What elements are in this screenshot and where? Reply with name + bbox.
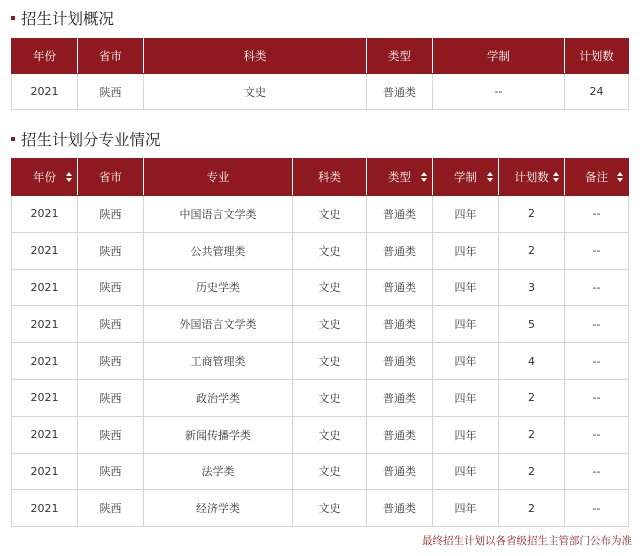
table-cell: 历史学类 xyxy=(144,269,293,306)
detail-column-header[interactable] xyxy=(367,159,433,196)
overview-column-header: 学制 xyxy=(433,39,565,74)
sort-icon[interactable] xyxy=(421,172,427,182)
table-row xyxy=(12,196,629,233)
overview-cell: 文史 xyxy=(144,74,367,110)
table-row xyxy=(12,416,629,453)
title-marker xyxy=(11,16,15,20)
table-cell: 陕西 xyxy=(78,453,144,490)
table-cell: 2021 xyxy=(12,232,78,269)
table-cell: 工商管理类 xyxy=(144,343,293,380)
table-cell: 陕西 xyxy=(78,232,144,269)
table-cell: -- xyxy=(565,269,629,306)
table-cell: -- xyxy=(565,490,629,527)
table-cell: 普通类 xyxy=(367,379,433,416)
column-header-label: 省市 xyxy=(99,170,122,184)
table-cell: 2 xyxy=(499,232,565,269)
detail-column-header xyxy=(293,159,367,196)
table-row xyxy=(12,269,629,306)
table-cell: 文史 xyxy=(293,453,367,490)
table-cell: 文史 xyxy=(293,490,367,527)
table-cell: 2021 xyxy=(12,379,78,416)
overview-column-header: 省市 xyxy=(78,39,144,74)
table-cell: 2021 xyxy=(12,490,78,527)
overview-title-text: 招生计划概况 xyxy=(21,10,115,28)
table-cell: 陕西 xyxy=(78,269,144,306)
table-cell: -- xyxy=(565,416,629,453)
table-row xyxy=(12,490,629,527)
table-cell: 2 xyxy=(499,379,565,416)
table-cell: 四年 xyxy=(433,379,499,416)
table-row xyxy=(12,306,629,343)
table-cell: 2021 xyxy=(12,416,78,453)
table-cell: 5 xyxy=(499,306,565,343)
table-cell: 2 xyxy=(499,453,565,490)
table-cell: 陕西 xyxy=(78,343,144,380)
overview-cell: -- xyxy=(433,74,565,110)
column-header-label: 学制 xyxy=(454,170,477,184)
table-cell: 2021 xyxy=(12,196,78,233)
overview-column-header: 年份 xyxy=(12,39,78,74)
table-cell: 普通类 xyxy=(367,196,433,233)
table-row xyxy=(12,232,629,269)
table-cell: 文史 xyxy=(293,416,367,453)
table-cell: 四年 xyxy=(433,306,499,343)
table-cell: 陕西 xyxy=(78,196,144,233)
table-cell: 2 xyxy=(499,490,565,527)
detail-column-header[interactable] xyxy=(565,159,629,196)
table-cell: 文史 xyxy=(293,196,367,233)
column-header-label: 科类 xyxy=(318,170,341,184)
table-cell: 普通类 xyxy=(367,343,433,380)
table-cell: 四年 xyxy=(433,453,499,490)
table-row xyxy=(12,343,629,380)
table-cell: 四年 xyxy=(433,490,499,527)
table-cell: -- xyxy=(565,196,629,233)
detail-title-text: 招生计划分专业情况 xyxy=(21,131,161,149)
table-cell: 中国语言文学类 xyxy=(144,196,293,233)
overview-section-title xyxy=(11,8,114,28)
overview-cell: 普通类 xyxy=(367,74,433,110)
table-cell: 文史 xyxy=(293,306,367,343)
overview-cell: 陕西 xyxy=(78,74,144,110)
overview-data-row xyxy=(12,74,629,110)
table-cell: -- xyxy=(565,453,629,490)
table-cell: 3 xyxy=(499,269,565,306)
detail-header-row xyxy=(12,159,629,196)
table-cell: 法学类 xyxy=(144,453,293,490)
table-cell: -- xyxy=(565,232,629,269)
overview-header-row xyxy=(12,39,629,74)
table-cell: 文史 xyxy=(293,379,367,416)
table-cell: -- xyxy=(565,379,629,416)
table-row xyxy=(12,379,629,416)
overview-column-header: 类型 xyxy=(367,39,433,74)
detail-column-header[interactable] xyxy=(12,159,78,196)
table-cell: 陕西 xyxy=(78,306,144,343)
table-cell: 2021 xyxy=(12,453,78,490)
overview-cell: 2021 xyxy=(12,74,78,110)
table-cell: 公共管理类 xyxy=(144,232,293,269)
table-cell: 4 xyxy=(499,343,565,380)
table-cell: 文史 xyxy=(293,232,367,269)
detail-column-header xyxy=(78,159,144,196)
column-header-label: 类型 xyxy=(388,170,411,184)
table-cell: 2021 xyxy=(12,269,78,306)
sort-icon[interactable] xyxy=(617,172,623,182)
footer-note: 最终招生计划以各省级招生主管部门公布为准 xyxy=(422,535,632,547)
table-cell: 政治学类 xyxy=(144,379,293,416)
detail-column-header xyxy=(144,159,293,196)
table-cell: 普通类 xyxy=(367,232,433,269)
table-cell: -- xyxy=(565,343,629,380)
overview-column-header: 科类 xyxy=(144,39,367,74)
sort-icon[interactable] xyxy=(487,172,493,182)
table-cell: 四年 xyxy=(433,416,499,453)
detail-column-header[interactable] xyxy=(433,159,499,196)
sort-icon[interactable] xyxy=(66,172,72,182)
table-cell: 四年 xyxy=(433,196,499,233)
table-cell: 文史 xyxy=(293,269,367,306)
table-cell: 2 xyxy=(499,416,565,453)
overview-column-header: 计划数 xyxy=(565,39,629,74)
column-header-label: 计划数 xyxy=(514,170,549,184)
table-cell: 普通类 xyxy=(367,269,433,306)
table-cell: 四年 xyxy=(433,232,499,269)
table-row xyxy=(12,453,629,490)
table-cell: 陕西 xyxy=(78,490,144,527)
column-header-label: 备注 xyxy=(585,170,608,184)
detail-column-header[interactable] xyxy=(499,159,565,196)
column-header-label: 专业 xyxy=(206,170,230,184)
table-cell: 普通类 xyxy=(367,306,433,343)
overview-cell: 24 xyxy=(565,74,629,110)
title-marker xyxy=(11,137,15,141)
detail-section-title xyxy=(11,129,161,149)
table-cell: 文史 xyxy=(293,343,367,380)
table-cell: 新闻传播学类 xyxy=(144,416,293,453)
table-cell: 2021 xyxy=(12,306,78,343)
table-cell: 外国语言文学类 xyxy=(144,306,293,343)
table-cell: 2 xyxy=(499,196,565,233)
table-cell: -- xyxy=(565,306,629,343)
sort-icon[interactable] xyxy=(553,172,559,182)
overview-table xyxy=(11,38,629,110)
table-cell: 普通类 xyxy=(367,453,433,490)
table-cell: 陕西 xyxy=(78,379,144,416)
table-cell: 四年 xyxy=(433,269,499,306)
table-cell: 普通类 xyxy=(367,490,433,527)
detail-table xyxy=(11,158,629,527)
table-cell: 普通类 xyxy=(367,416,433,453)
table-cell: 2021 xyxy=(12,343,78,380)
table-cell: 陕西 xyxy=(78,416,144,453)
table-cell: 四年 xyxy=(433,343,499,380)
column-header-label: 年份 xyxy=(33,170,56,184)
table-cell: 经济学类 xyxy=(144,490,293,527)
